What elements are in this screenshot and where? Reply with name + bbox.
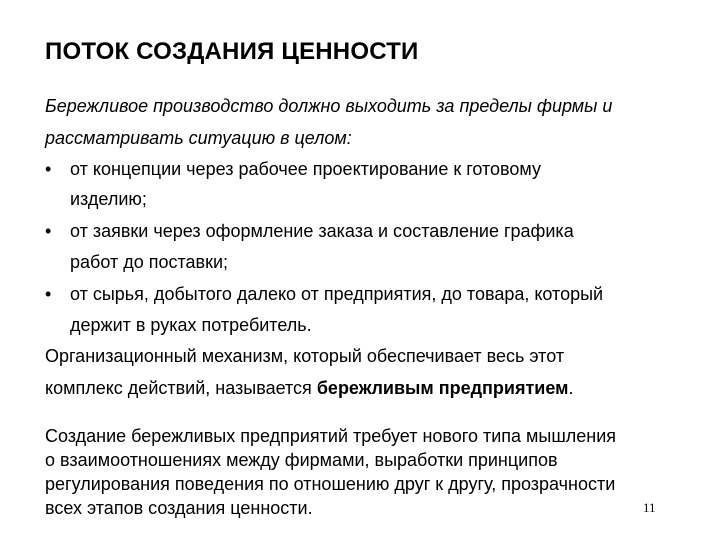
mechanism-line-2-suffix: . <box>568 378 574 398</box>
intro-line-2: рассматривать ситуацию в целом: <box>45 128 352 148</box>
bullet-marker: • <box>45 221 52 241</box>
bullet-2-line-2: работ до поставки; <box>70 252 229 272</box>
bullet-1-line-1: от концепции через рабочее проектирование к готовому <box>70 159 542 179</box>
mechanism-line-1: Организационный механизм, который обеспечивает весь этот <box>45 346 565 366</box>
bullet-3-line-1: от сырья, добытого далеко от предприятия, до товара, который <box>70 284 604 304</box>
closing-line-4: всех этапов создания ценности. <box>45 498 313 518</box>
closing-line-3: регулирования поведения по отношению друг к другу, прозрачности <box>45 474 616 494</box>
bullet-marker: • <box>45 284 52 304</box>
intro-line-1: Бережливое производство должно выходить за пределы фирмы и <box>45 96 613 116</box>
bullet-2-line-1: от заявки через оформление заказа и составление графика <box>70 221 574 241</box>
bullet-1-line-2: изделию; <box>70 189 147 209</box>
mechanism-line-2-prefix: комплекс действий, называется <box>45 378 317 398</box>
page-number: 11 <box>643 500 656 515</box>
closing-line-1: Создание бережливых предприятий требует нового типа мышления <box>45 426 617 446</box>
lean-enterprise-term: бережливым предприятием <box>316 378 569 398</box>
closing-line-2: о взаимоотношениях между фирмами, выработки принципов <box>45 450 558 470</box>
bullet-3-line-2: держит в руках потребитель. <box>70 315 312 335</box>
mechanism-line-2 <box>45 377 573 399</box>
slide-title: ПОТОК СОЗДАНИЯ ЦЕННОСТИ <box>45 38 419 65</box>
bullet-marker: • <box>45 159 52 179</box>
